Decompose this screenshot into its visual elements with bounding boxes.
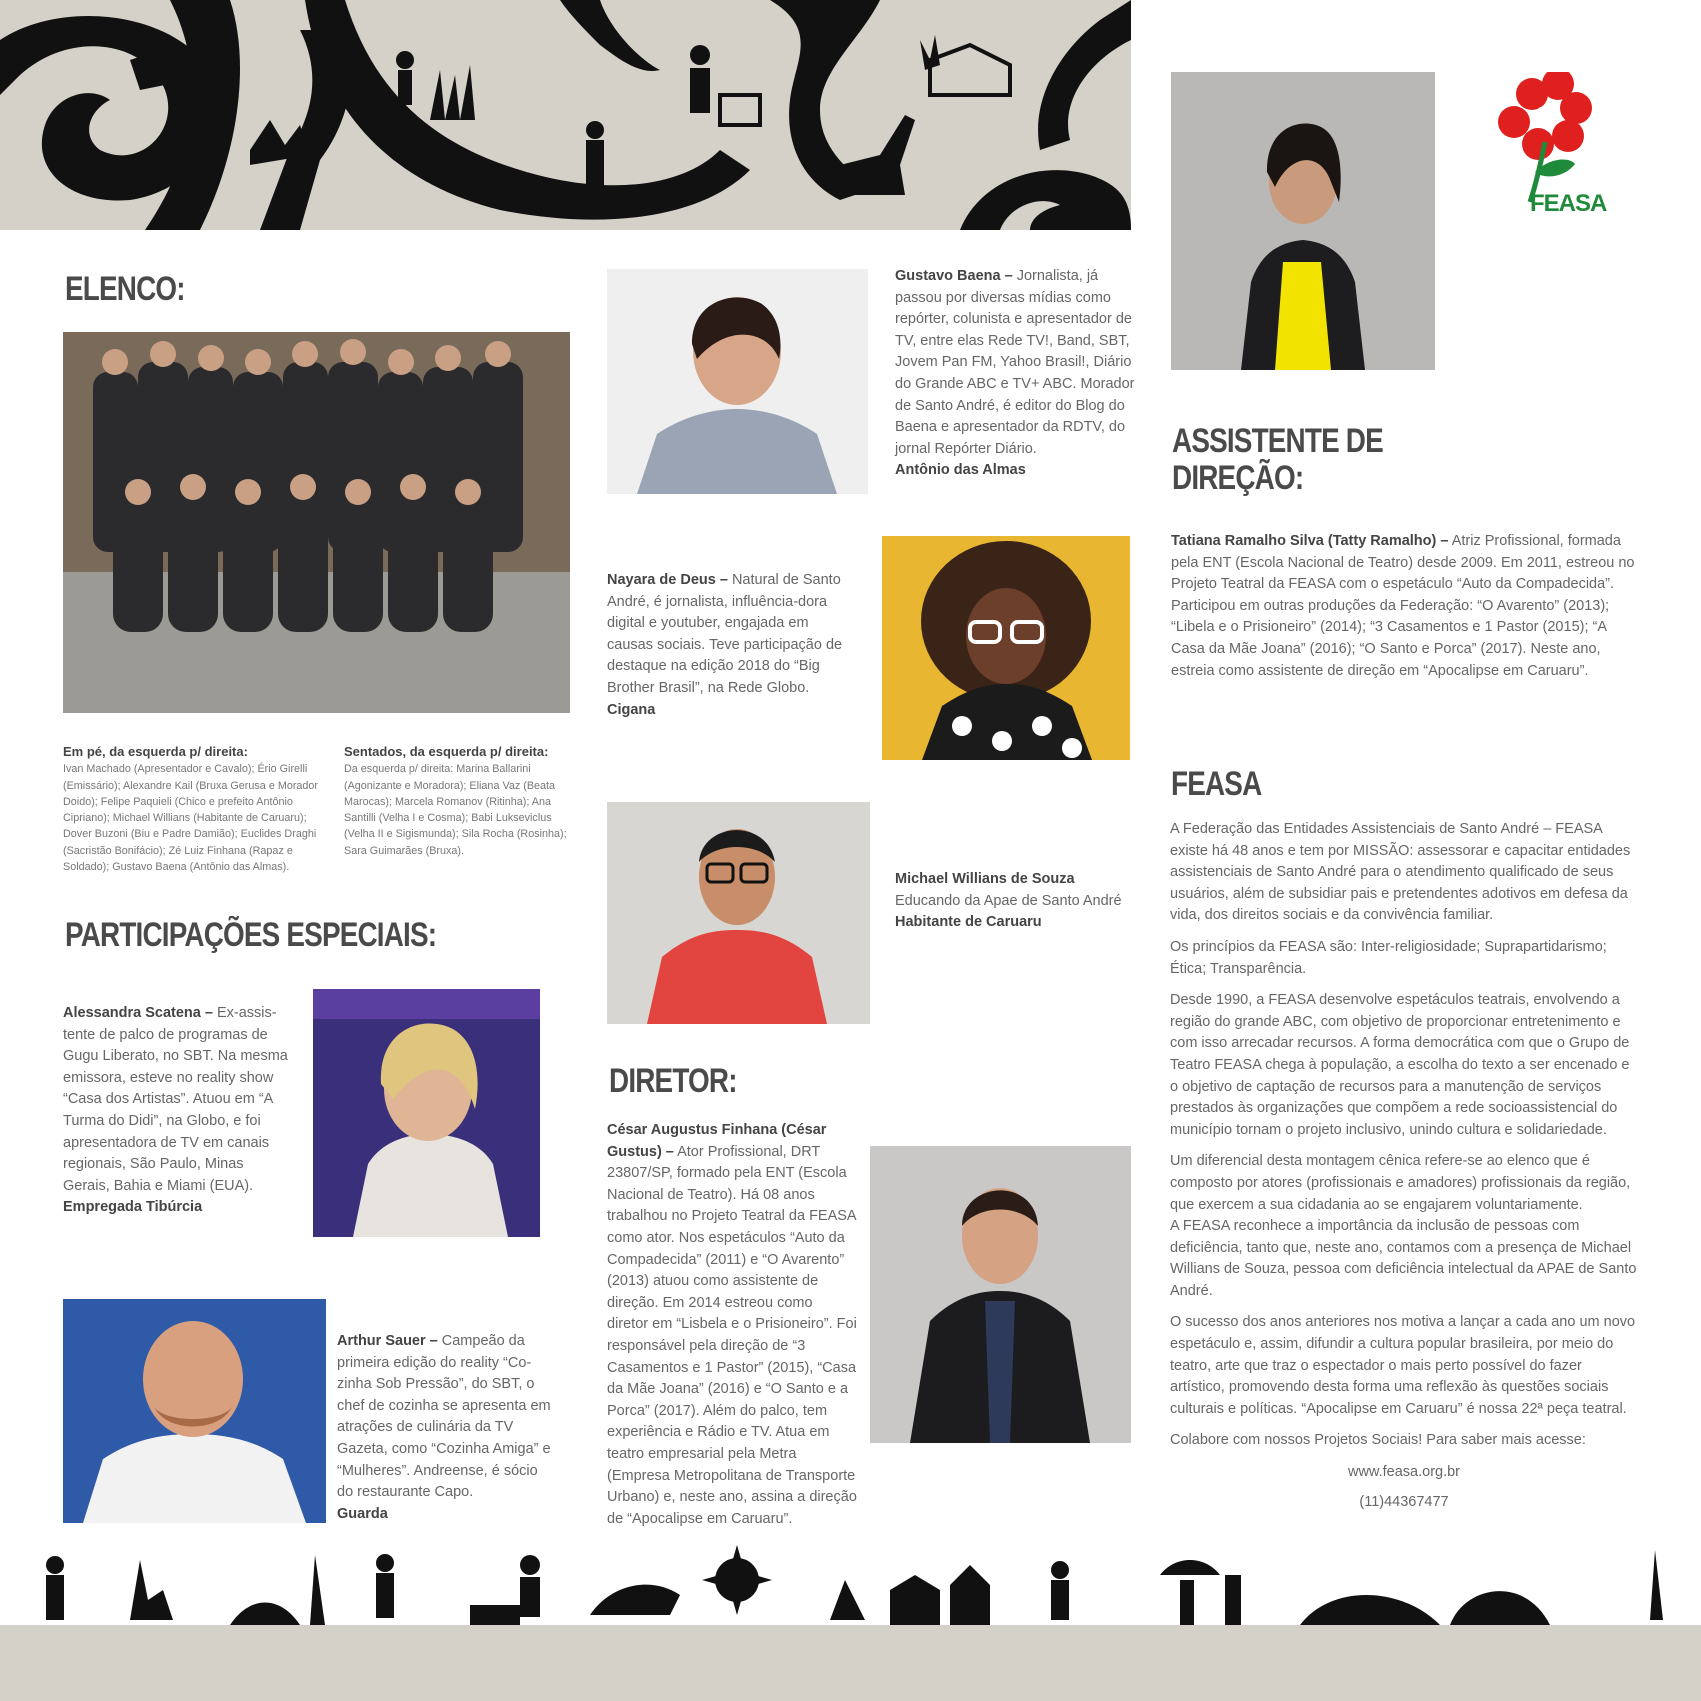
alessandra-role: Empregada Tibúrcia <box>63 1199 203 1216</box>
feasa-paragraph-1: A Federação das Entidades Assistenciais de Santo André – FEASA existe há 48 anos e tem por MISSÃO: assessorar e capacitar entidades assistenciais de Santo André para o atendimento qualificado de seus usuários, além de subsidiar pais e pretendentes adotivos em defesa da vida, dos direitos sociais e da convivência familiar. <box>1170 821 1631 924</box>
alessandra-bio <box>63 1003 293 1219</box>
feasa-paragraph-3: Desde 1990, a FEASA desenvolve espetáculos teatrais, envolvendo a região do grande ABC, com objetivo de proporcionar entretenimento e com isso arrecadar recursos. A forma democrática com que o Grupo de Teatro FEASA chega à população, a escolha do texto a ser encenado e o objetivo de captação de recursos para a manutenção de serviços prestados às organizações que compõem a rede socioassistencial do município tornam o projeto inclusivo, unindo cultura e solidariedade. <box>1170 992 1630 1138</box>
michael-bio <box>895 869 1135 934</box>
bottom-band <box>0 1625 1701 1701</box>
diretor-heading: DIRETOR: <box>609 1062 737 1100</box>
feasa-url-link[interactable]: www.feasa.org.br <box>1347 1464 1461 1481</box>
michael-photo <box>607 802 870 1024</box>
gustavo-name: Gustavo Baena – <box>895 268 1013 284</box>
feasa-paragraph-5: A FEASA reconhece a importância da inclusão de pessoas com deficiência, tanto que, neste ano, contamos com a presença de Michael Willians de Souza, pessoa com deficiência intelectual da APAE de Santo André. <box>1170 1218 1637 1299</box>
nayara-name: Nayara de Deus – <box>607 572 728 588</box>
nayara-role: Cigana <box>607 701 656 718</box>
assistente-bio <box>1171 531 1636 682</box>
feasa-paragraph-2: Os princípios da FEASA são: Inter-religiosidade; Suprapartidarismo; Ética; Transparência. <box>1170 938 1607 977</box>
alessandra-text: Ex-assis-tente de palco de programas de Gugu Liberato, no SBT. Na mesma emissora, esteve no reality show “Casa dos Artistas”. Atuou em “A Turma do Didi”, na Globo, e foi apresentadora de TV em canais regionais, São Paulo, Minas Gerais, Bahia e Miami (EUA). <box>63 1005 288 1194</box>
feasa-phone: (11)44367477 <box>1359 1493 1449 1510</box>
gustavo-photo <box>607 269 868 494</box>
alessandra-name: Alessandra Scatena – <box>63 1005 213 1021</box>
michael-name: Michael Willians de Souza <box>895 871 1075 887</box>
seated-text: Da esquerda p/ direita: Marina Ballarini (Agonizante e Moradora); Eliana Vaz (Beata Marocas); Marcela Romanov (Ritinha); Ana Santilli (Velha I e Cosma); Babi Lukseviclus (Velha II e Sigismunda); Sila Rocha (Rosinha); Sara Guimarães (Bruxa). <box>344 763 567 857</box>
standing-title: Em pé, da esquerda p/ direita: <box>63 744 248 759</box>
cast-standing-caption <box>63 744 328 875</box>
feasa-body <box>1170 819 1638 1513</box>
assistente-text: Atriz Profissional, formada pela ENT (Escola Nacional de Teatro) desde 2009. Em 2011, estreou no Projeto Teatral da FEASA com o espetáculo “Auto da Compadecida”. Participou em outras produções da Federação: “O Avarento” (2013); “Libela e o Prisioneiro” (2014); “3 Casamentos e 1 Pastor (2015); “A Casa da Mãe Joana” (2016); “O Santo e Porca” (2017). Neste ano, estreia como assistente de direção em “Apocalipse em Caruaru”. <box>1171 533 1635 679</box>
feasa-paragraph-6: O sucesso dos anos anteriores nos motiva a lançar a cada ano um novo espetáculo e, assim, difundir a cultura popular brasileira, por meio do teatro, arte que traz o espectador o mais perto possível do fazer artístico, promovendo desta forma uma reflexão às questões sociais culturais e políticas. “Apocalipse em Caruaru” é nossa 22ª peça teatral. <box>1170 1314 1636 1417</box>
nayara-bio <box>607 570 847 721</box>
arthur-role: Guarda <box>337 1505 388 1522</box>
diretor-text: Ator Profissional, DRT 23807/SP, formado pela ENT (Escola Nacional de Teatro). Há 08 anos trabalhou no Projeto Teatral da FEASA como ator. Nos espetáculos “Auto da Compadecida” (2011) e “O Avarento” (2013) atuou como assistente de direção. Em 2014 estreou como diretor em “Lisbela e o Prisioneiro”. Foi responsável pela direção de “3 Casamentos e 1 Pastor” (2015), “Casa da Mãe Joana” (2016) e “O Santo e a Porca” (2017). Além do palco, tem experiência e Rádio e TV. Atua em teatro empresarial pela Metra (Empresa Metropolitana de Transporte Urbano) e, neste ano, assina a direção de “Apocalipse em Caruaru”. <box>607 1143 857 1527</box>
diretor-bio <box>607 1120 857 1530</box>
nayara-text: Natural de Santo André, é jornalista, influência-dora digital e youtuber, engajada em causas sociais. Teve participação de destaque na edição 2018 do “Big Brother Brasil”, na Rede Globo. <box>607 572 843 696</box>
gustavo-bio <box>895 266 1135 482</box>
gustavo-role: Antônio das Almas <box>895 462 1026 479</box>
nayara-photo <box>882 536 1130 760</box>
alessandra-photo <box>313 989 540 1237</box>
assistente-heading-line1: ASSISTENTE DE <box>1172 422 1383 460</box>
woodcut-illustration <box>0 0 1131 230</box>
assistente-heading-line2: DIREÇÃO: <box>1172 459 1304 497</box>
arthur-photo <box>63 1299 326 1523</box>
assistente-name: Tatiana Ramalho Silva (Tatty Ramalho) – <box>1171 533 1449 549</box>
bottom-woodcut-strip <box>0 1535 1701 1635</box>
cast-seated-caption <box>344 744 572 859</box>
feasa-paragraph-7: Colabore com nossos Projetos Sociais! Para saber mais acesse: <box>1170 1432 1586 1449</box>
elenco-heading: ELENCO: <box>65 270 185 308</box>
seated-title: Sentados, da esquerda p/ direita: <box>344 744 549 759</box>
michael-role: Habitante de Caruaru <box>895 914 1042 931</box>
michael-text: Educando da Apae de Santo André <box>895 892 1122 909</box>
diretor-name: César Augustus Finhana (César Gustus) – <box>607 1122 827 1160</box>
logo-text: FEASA <box>1530 190 1607 217</box>
participacoes-heading: PARTICIPAÇÕES ESPECIAIS: <box>65 916 437 954</box>
standing-text: Ivan Machado (Apresentador e Cavalo); Ério Girelli (Emissário); Alexandre Kail (Bruxa Gerusa e Morador Doido); Felipe Paquieli (Chico e prefeito Antônio Cipriano); Michael Willians (Habitante de Caruaru); Dover Buzoni (Biu e Padre Damião); Euclides Draghi (Sacristão Bonifácio); Zé Luiz Finhana (Rapaz e Soldado); Gustavo Baena (Antônio das Almas). <box>63 763 319 874</box>
top-woodcut-banner <box>0 0 1131 230</box>
folk-figures-illustration <box>0 1535 1701 1635</box>
arthur-bio <box>337 1331 552 1525</box>
feasa-paragraph-4: Um diferencial desta montagem cênica refere-se ao elenco que é composto por atores (profissionais e amadores) profissionais da região, que exercem a sua cidadania ao se engajarem voluntariamente. <box>1170 1153 1631 1213</box>
diretor-photo <box>870 1146 1131 1443</box>
arthur-text: Campeão da primeira edição do reality “Co-zinha Sob Pressão”, do SBT, o chef de cozinha se apresenta em atrações de culinária da TV Gazeta, como “Cozinha Amiga” e “Mulheres”. Andreense, é sócio do restaurante Capo. <box>337 1333 551 1501</box>
feasa-heading: FEASA <box>1171 765 1262 803</box>
tatiana-photo <box>1171 72 1435 370</box>
feasa-logo <box>1480 72 1640 222</box>
arthur-name: Arthur Sauer – <box>337 1333 438 1349</box>
cast-group-photo <box>63 332 570 713</box>
gustavo-text: Jornalista, já passou por diversas mídias como repórter, colunista e apresentador de TV, entre elas Rede TV!, Band, SBT, Jovem Pan FM, Yahoo Brasil!, Diário do Grande ABC e TV+ ABC. Morador de Santo André, é editor do Blog do Baena e apresentador da RDTV, do jornal Repórter Diário. <box>895 268 1135 457</box>
